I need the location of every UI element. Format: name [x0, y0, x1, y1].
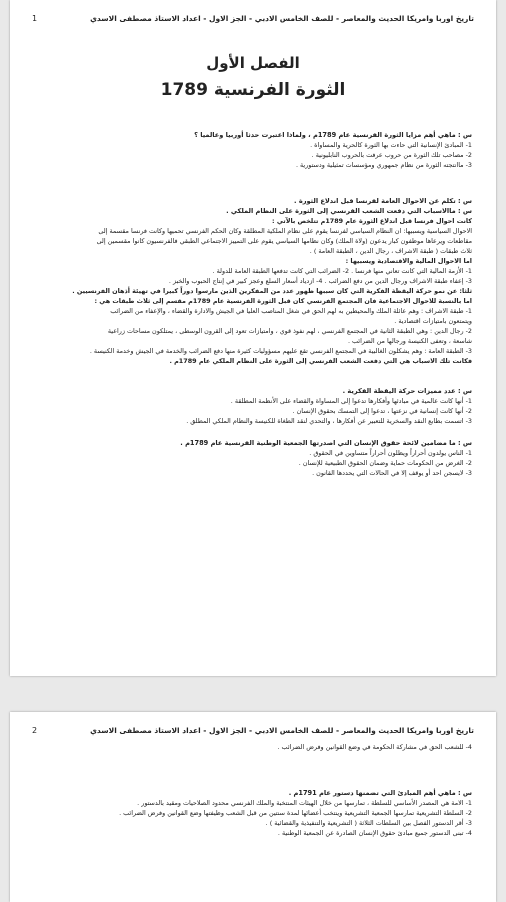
page-header-2	[32, 726, 474, 735]
document-page-2	[10, 712, 496, 902]
q6-answer-1: 1- الامة هي المصدر الأساسي للسلطة ، تمارسها من خلال الهيئات المنتخبة والملك الفرنسي محدود الصلاحيات ومقيد بالدستور .	[137, 799, 472, 807]
page-number-2: 2	[32, 726, 38, 735]
q3-line-11: ويتمتعون بامتيازات اقتصادية .	[394, 317, 472, 325]
q6-answer-4: 4- تبنى الدستور جميع مبادئ حقوق الإنسان الصادرة عن الجمعية الوطنية .	[277, 829, 472, 837]
q5-answer-3: 3- لايسجن احد أو يوقف إلا في الحالات التي يحددها القانون .	[312, 469, 472, 477]
q4-answer-2: 2- أنها كانت إنسانية في نزعتها ، تدعوا إلى التمسك بحقوق الإنسان .	[292, 407, 472, 415]
q3-line-6: 1- الأزمة المالية التي كانت تعاني منها فرنسا . 2- الضرائب التي كانت تدفعها الطبقة العامة للدولة .	[212, 267, 472, 275]
carry-over-line: 4- للشعب الحق في مشاركة الحكومة في وضع القوانين وفرض الضرائب .	[277, 743, 472, 751]
question-1: س : ماهي أهم مزايا الثورة الفرنسية عام 1789م ، ولماذا اعتبرت حدثا أوربيا وعالميا ؟	[194, 131, 472, 139]
question-6: س : ماهي أهم المبادئ التي تضمنها دستور عام 1791م .	[288, 789, 472, 797]
chapter-title: الفصل الأول	[206, 54, 300, 72]
q4-answer-1: 1- أنها كانت عالمية في مبادئها وأفكارها تدعوا إلى المساواة والقضاء على الأنظمة المطلقة .	[230, 397, 472, 405]
q6-answer-3: 3- أقر الدستور الفصل بين السلطات الثلاثة ( التشريعية والتنفيذية والقضائية ) .	[265, 819, 472, 827]
q3-line-14: 3- الطبقة العامة : وهم يشكلون الغالبية في المجتمع الفرنسي تقع عليهم مسؤوليات كثيرة منها دفع الضرائب والخدمة في الجيش وخدمة الكنيسة .	[89, 347, 472, 355]
q3-line-1: كانت احوال فرنسا قبل اندلاع الثورة عام 1789م تتلخص بالآتي :	[272, 217, 472, 225]
q6-answer-2: 2- السلطة التشريعية تمارسها الجمعية التشريعية وينتخب أعضائها لمدة سنتين من قبل الشعب وظيفتها وضع القوانين وفرض الضرائب .	[119, 809, 472, 817]
q5-answer-1: 1- الناس يولدون أحراراً ويظلون أحراراً متساوين في الحقوق .	[309, 449, 472, 457]
header-title: تاريخ اوربا وامريكا الحديث والمعاصر - للصف الخامس الادبي - الجز الاول - اعداد الاستاذ مصطفى الاسدي	[90, 14, 474, 23]
q3-line-12: 2- رجال الدين : وهي الطبقة الثانية في المجتمع الفرنسي ، لهم نفوذ قوي ، وامتيازات تعود إلى القرون الوسطى ، يمتلكون مساحات زراعية	[107, 327, 472, 335]
q3-line-13: شاسعة ، وتعفى الكنيسة ورجالها من الضرائب .	[347, 337, 472, 345]
q1-answer-1: 1- المبادئ الإنسانية التي حاءت بها الثورة كالحرية والمساواة .	[310, 141, 472, 149]
q3-line-10: 1- طبقة الاشراف : وهم عائلة الملك والمحيطين به لهم الحق في شغل المناصب العليا في الجيش والادارة والقضاء ، والإعفاء من الضرائب	[110, 307, 472, 315]
header-title-2: تاريخ اوربا وامريكا الحديث والمعاصر - للصف الخامس الادبي - الجز الاول - اعداد الاستاذ مصطفى الاسدي	[90, 726, 474, 735]
document-page-1	[10, 0, 496, 676]
chapter-subtitle: الثورة الفرنسية 1789	[160, 80, 346, 100]
question-5: س : ما مضامين لائحة حقوق الإنسان التي اصدرتها الجمعية الوطنية الفرنسية عام 1789م .	[180, 439, 472, 447]
q3-line-7: 3- إعفاء طبقة الاشراف ورجال الدين من دفع الضرائب . 4- ازدياد أسعار السلع وعجز كبير في إنتاج الحبوب والخبز .	[168, 277, 472, 285]
q3-line-3: مقاطعات ويرعاها موظفون كبار يدعون (ولاة الملك) وكان نظامها السياسي يقوم على التمييز الاجتماعي الطبقي فالفرنسيون كانوا مقسمين إلى	[96, 237, 472, 245]
q3-line-9: اما بالنسبة للاحوال الاجتماعية فان المجتمع الفرنسي كان قبل الثورة الفرنسية عام 1789م مقسم إلى ثلاث طبقات هي :	[94, 297, 472, 305]
page-2-content	[36, 742, 472, 838]
q3-line-4: ثلاث طبقات ( طبقة الاشراف ، رجال الدين ، الطبقة العامة ) .	[309, 247, 472, 255]
q4-answer-3: 3- اتسمت بطابع النقد والسخرية للتعبير عن أفكارها ، والتحدي لنقد الطغاة للكنيسة والنظام الملكي المطلق .	[186, 417, 472, 425]
page-header	[32, 14, 474, 23]
question-2: س : تكلم عن الاحوال العامة لفرنسا قبل اندلاع الثورة .	[294, 197, 472, 205]
q3-line-2: الاحوال السياسية ويسبيها: ان النظام السياسي لفرنسا يقوم على نظام الملكية المطلقة وكان الحكم الفرنسي تحميها وكانت فرنسا مقسمة إلى	[98, 227, 472, 235]
q3-line-15: فكانت تلك الاسباب هي التي دفعت الشعب الفرنسي إلى الثورة على النظام الملكي عام 1789م .	[169, 357, 472, 365]
page-number: 1	[32, 14, 38, 23]
page-1-content	[36, 130, 472, 478]
question-3: س : ماالاسباب التي دفعت الشعب الفرنسي إلى الثورة على النظام الملكي .	[226, 207, 472, 215]
q3-line-5: اما الاحوال المالية والاقتصادية ويسبيها :	[345, 257, 472, 265]
q3-line-8: ثلثا: عن نمو حركة اليقظة الفكرية التي كان سببها ظهور عدد من المفكرين الذين مارسوا دوراً كبيرا في تهيئة أذهان الفرنسيين .	[72, 287, 472, 295]
q1-answer-3: 3- ماانتجته الثورة من نظام جمهوري ومؤسسات تمثيلية ودستورية .	[295, 161, 472, 169]
question-4: س : عدد مميزات حركة اليقظة الفكرية .	[342, 387, 472, 395]
q1-answer-2: 2- مصاحب تلك الثورة من حروب عرفت بالحروب النابليونية .	[311, 151, 472, 159]
q5-answer-2: 2- الغرض من الحكومات حماية وضمان الحقوق الطبيعية للإنسان .	[298, 459, 472, 467]
